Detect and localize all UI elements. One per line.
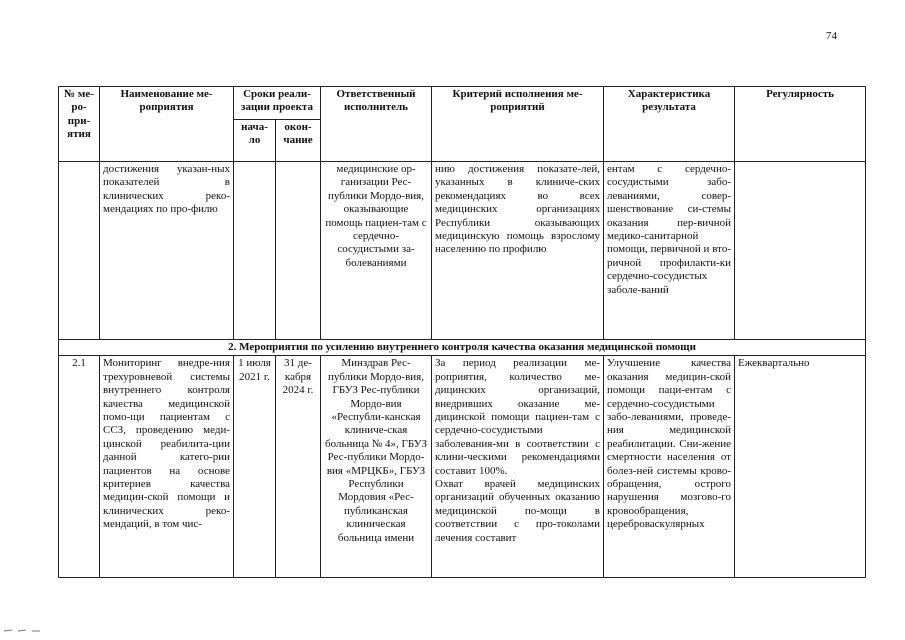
- cell-criterion: [432, 356, 604, 578]
- header-terms: Сроки реали-зации проекта: [234, 87, 321, 120]
- header-characteristic: Характеристика результата: [604, 87, 735, 162]
- criterion-paragraph: За период реализации ме-роприятия, количество ме-дицинских организаций, внедривших оказание ме-дицинской помощи пациен-там с сердечно-сосудистыми заболевания-ми в соответствии с клини-ческими рекомендациями составит 100%.: [435, 357, 600, 477]
- scan-artifact: [0, 626, 60, 634]
- cell-name: Мониторинг внедре-ния трехуровневой системы внутреннего контроля качества медицинской помо-щи пациентам с ССЗ, проведению меди-цинской реабилита-ции данной катего-рии пациентов на основе критериев качества медицин-ской помощи и клинических реко-мендаций, в том чис-: [100, 356, 234, 578]
- cell-start: [234, 162, 276, 340]
- table-row: [59, 162, 866, 340]
- cell-characteristic: Улучшение качества оказания медицин-ской помощи паци-ентам с сердечно-сосудистыми забо-леваниями, проведе-ния медицинской реабилитации. Сни-жение смертности населения от болез-ней системы крово-обращения, острого нарушения мозгово-го кровообращения, цереброваскулярных: [604, 356, 735, 578]
- section-title: 2. Мероприятия по усилению внутреннего контроля качества оказания медицинской помощи: [59, 340, 866, 356]
- cell-start: 1 июля 2021 г.: [234, 356, 276, 578]
- section-row: [59, 340, 866, 356]
- cell-end: 31 де-кабря 2024 г.: [276, 356, 321, 578]
- cell-regularity: [735, 162, 866, 340]
- cell-responsible: Минздрав Рес-публики Мордо-вия, ГБУЗ Рес-публики Мордо-вия «Республи-канская клиниче-ская больница № 4», ГБУЗ Рес-публики Мордо-вия «МРЦКБ», ГБУЗ Республики Мордовия «Рес-публиканская клиническая больница имени: [321, 356, 432, 578]
- cell-characteristic: ентам с сердечно-сосудистыми забо-леваниями, совер-шенствование си-стемы оказания пер-вичной медико-санитарной помощи, первичной и вто-ричной профилакти-ки сердечно-сосудистых заболе-ваний: [604, 162, 735, 340]
- cell-end: [276, 162, 321, 340]
- header-name: Наименование ме-роприятия: [100, 87, 234, 162]
- header-start: нача-ло: [234, 120, 276, 162]
- cell-num: [59, 162, 100, 340]
- measures-table: [58, 86, 866, 578]
- header-num: № ме-ро-при-ятия: [59, 87, 100, 162]
- header-criterion: Критерий исполнения ме-роприятий: [432, 87, 604, 162]
- criterion-paragraph: Охват врачей медицинских организаций обученных оказанию медицинской по-мощи в соответствии с про-токолами лечения составит: [435, 478, 600, 544]
- cell-name: достижения указан-ных показателей в клинических реко-мендациях по про-филю: [100, 162, 234, 340]
- header-end: окон-чание: [276, 120, 321, 162]
- table-row: [59, 356, 866, 578]
- header-row: [59, 87, 866, 120]
- cell-num: 2.1: [59, 356, 100, 578]
- header-regularity: Регулярность: [735, 87, 866, 162]
- cell-responsible: медицинские ор-ганизации Рес-публики Мордо-вия, оказывающие помощь пациен-там с сердечно-сосудистыми за-болеваниями: [321, 162, 432, 340]
- cell-criterion: нию достижения показате-лей, указанных в клиниче-ских рекомендациях во всех медицинских организациях Республики оказывающих медицинскую помощь взрослому населению по профилю: [432, 162, 604, 340]
- header-responsible: Ответственный исполнитель: [321, 87, 432, 162]
- cell-regularity: Ежеквартально: [735, 356, 866, 578]
- page-number: 74: [826, 30, 837, 42]
